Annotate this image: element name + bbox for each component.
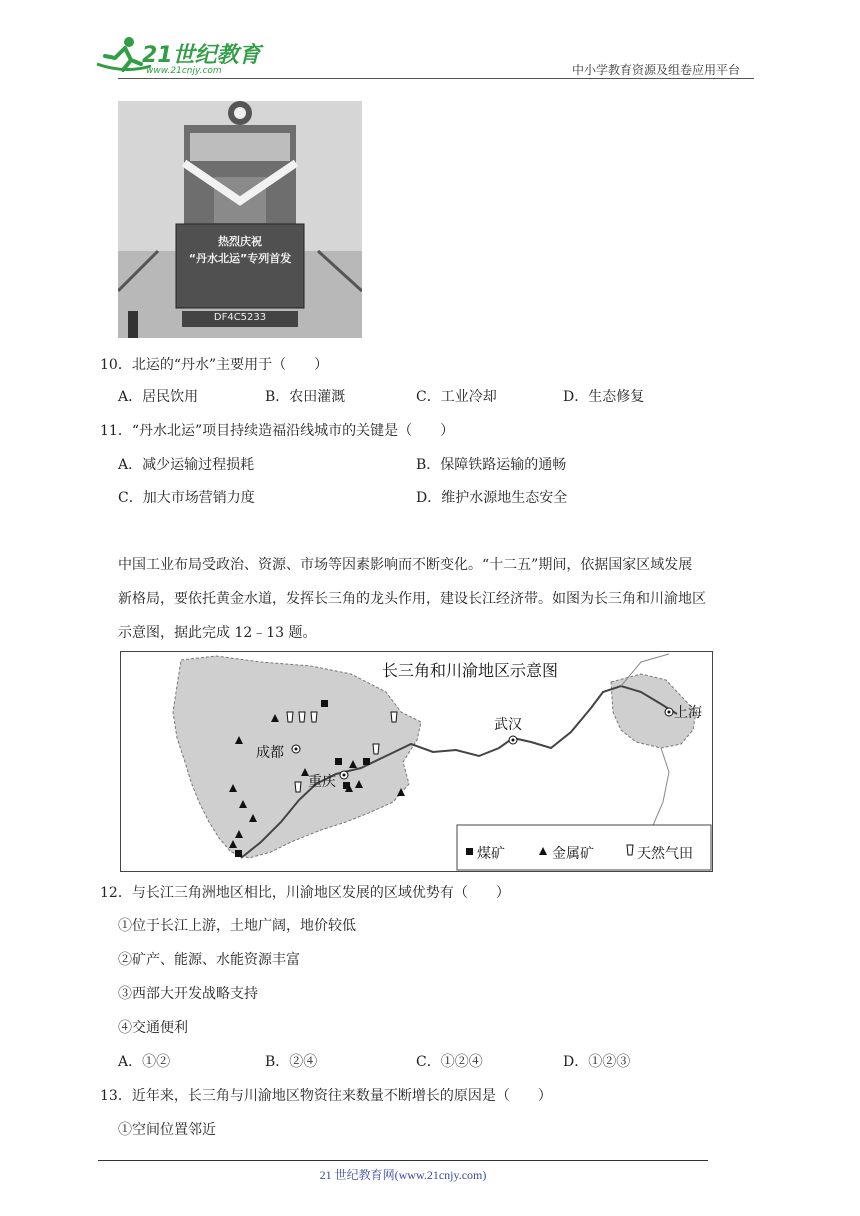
photo-loco-number: DF4C5233 (213, 312, 267, 323)
footer-divider (98, 1160, 708, 1161)
q11-option-c: C．加大市场营销力度 (118, 490, 255, 506)
q10-option-a: A．居民饮用 (118, 389, 199, 405)
q12-option-d: D．①②③ (563, 1054, 631, 1070)
legend-coal: 煤矿 (477, 846, 505, 862)
q12-option-b: B．②④ (265, 1054, 318, 1070)
q12-item-3: ③西部大开发战略支持 (118, 986, 258, 1002)
q12-item-2: ②矿产、能源、水能资源丰富 (118, 952, 300, 968)
q12-option-a: A．①② (118, 1054, 171, 1070)
legend-metal: 金属矿 (552, 846, 594, 862)
passage-line1: 中国工业布局受政治、资源、市场等因素影响而不断变化。“十二五”期间，依据国家区域发展 (118, 557, 693, 573)
q11-option-b: B．保障铁路运输的通畅 (416, 457, 567, 473)
train-photo (118, 101, 362, 338)
footer-text: 21 世纪教育网(www.21cnjy.com) (319, 1168, 487, 1182)
photo-banner-line2: “丹水北运”专列首发 (188, 252, 292, 265)
map-city-chengdu: 成都 (256, 745, 284, 761)
map-title: 长三角和川渝地区示意图 (382, 661, 559, 680)
region-map (120, 651, 713, 872)
q13-item-1: ①空间位置邻近 (118, 1122, 216, 1138)
q12-item-4: ④交通便利 (118, 1020, 188, 1036)
passage-line3: 示意图，据此完成 12﹣13 题。 (118, 625, 317, 641)
header-divider (118, 78, 754, 79)
q11-option-d: D．维护水源地生态安全 (416, 490, 568, 506)
q12-stem: 12．与长江三角洲地区相比，川渝地区发展的区域优势有（ ） (100, 885, 510, 901)
q12-item-1: ①位于长江上游，土地广阔，地价较低 (118, 918, 356, 934)
q11-option-a: A．减少运输过程损耗 (118, 457, 255, 473)
q10-stem: 10．北运的“丹水”主要用于（ ） (100, 357, 329, 373)
q13-stem: 13．近年来，长三角与川渝地区物资往来数量不断增长的原因是（ ） (100, 1088, 552, 1104)
photo-banner-line1: 热烈庆祝 (218, 235, 262, 248)
logo-url: www.21cnjy.com (146, 66, 222, 76)
map-city-chongqing: 重庆 (308, 774, 336, 790)
q10-option-d: D．生态修复 (563, 389, 645, 405)
legend-gas: 天然气田 (637, 846, 693, 862)
header-platform-text: 中小学教育资源及组卷应用平台 (572, 63, 741, 77)
map-city-wuhan: 武汉 (494, 717, 522, 733)
q10-option-b: B．农田灌溉 (265, 389, 346, 405)
logo-text: 21世纪教育 (142, 43, 261, 68)
q12-option-c: C．①②④ (416, 1054, 483, 1070)
q11-stem: 11．“丹水北运”项目持续造福沿线城市的关键是（ ） (100, 423, 455, 439)
map-city-shanghai: 上海 (674, 705, 702, 721)
passage-line2: 新格局，要依托黄金水道，发挥长三角的龙头作用，建设长江经济带。如图为长三角和川渝地区 (118, 591, 706, 607)
q10-option-c: C．工业冷却 (416, 389, 497, 405)
